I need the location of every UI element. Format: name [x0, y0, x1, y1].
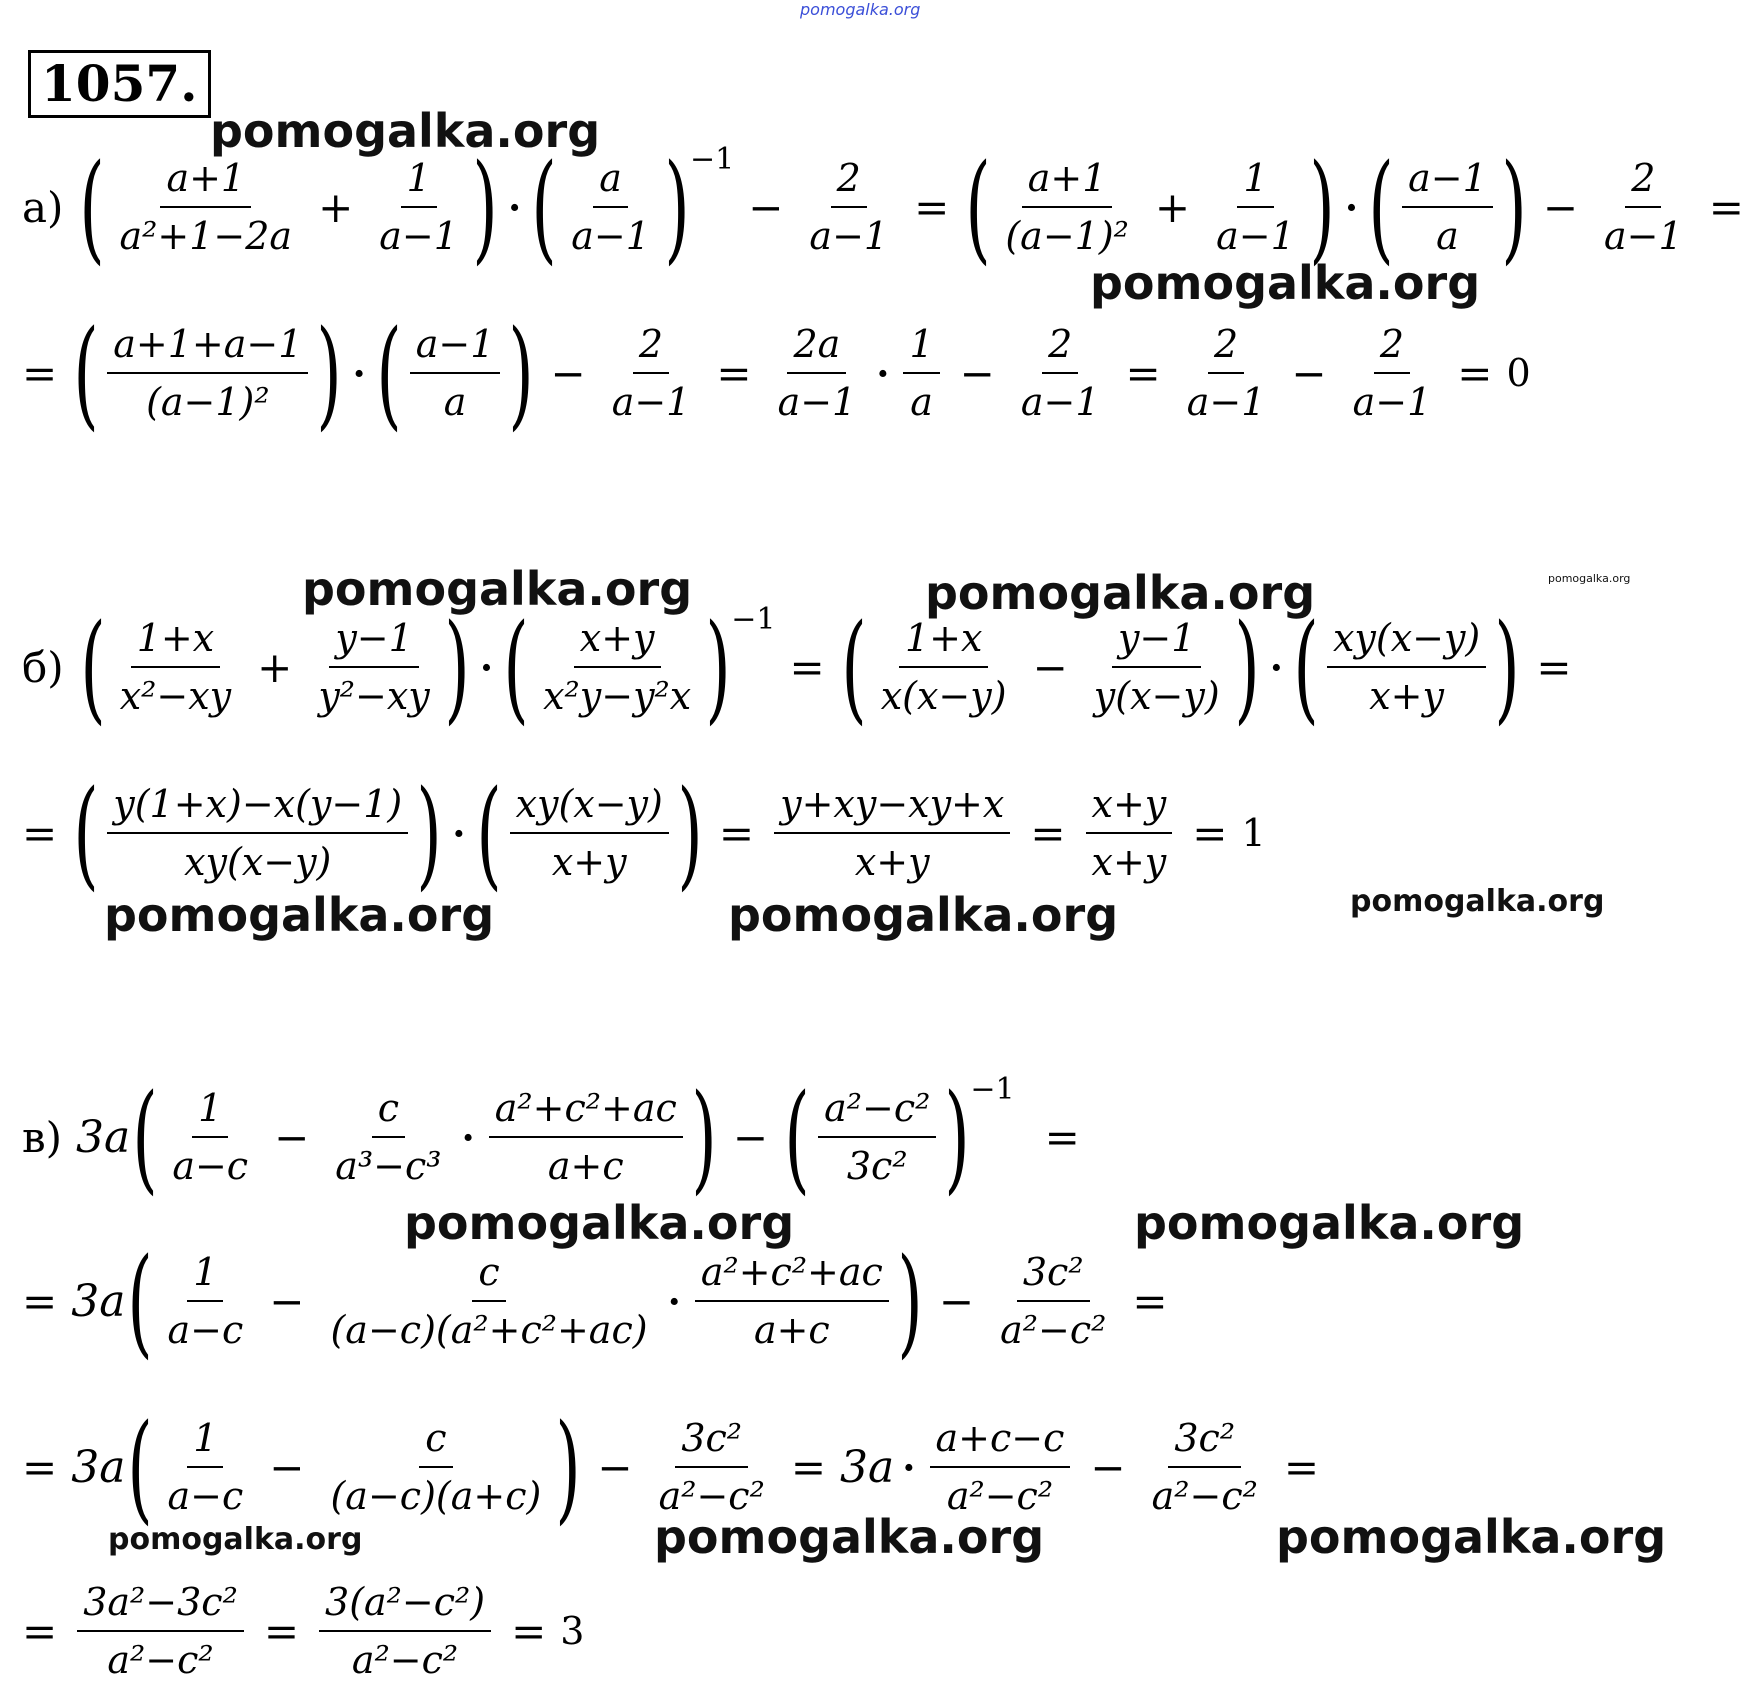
fraction: $\frac{c}{\text{a³−c³}}$	[335, 1086, 442, 1188]
fraction: $\frac{y-1}{\text{y²−xy}}$	[318, 616, 430, 718]
part-b-line-2: = ( $\frac{y(1+x)-x(y-1)}{xy(x-y)}$ ) · ( $\frac{xy(x-y)}{x+y}$ ) = $\frac{y+xy-xy+x}{x+y}$ = $\frac{x+y}{x+y}$ = 1	[22, 764, 1266, 902]
fraction: $\frac{\text{a²−c²}}{\text{3c²}}$	[818, 1086, 936, 1188]
part-c-line-1: в) 3a ( $\frac{1}{a-c}$ − $\frac{c}{\text{a³−c³}}$ · $\frac{\text{a²+c²+ac}}{a+c}$ ) − ( $\frac{\text{a²−c²}}{\text{3c²}}$ ) −1 =	[22, 1068, 1080, 1206]
fraction: $\frac{2}{a-1}$	[611, 322, 691, 424]
fraction: $\frac{1+x}{\text{x²−xy}}$	[119, 616, 232, 718]
fraction: $\frac{a+1+a-1}{\text{(a−1)²}}$	[107, 322, 308, 424]
fraction: $\frac{xy(x-y)}{x+y}$	[510, 782, 669, 884]
watermark: pomogalka.org	[1350, 884, 1605, 919]
watermark: pomogalka.org	[404, 1196, 795, 1250]
fraction: $\frac{1}{a}$	[903, 322, 939, 424]
watermark: pomogalka.org	[925, 566, 1316, 620]
problem-number: 1057.	[28, 50, 211, 118]
fraction: $\frac{1}{a-1}$	[1216, 156, 1295, 258]
part-c-line-4: = $\frac{\text{3a²−3c²}}{\text{a²−c²}}$ = $\frac{\text{3(a²−c²)}}{\text{a²−c²}}$ = 3	[22, 1580, 585, 1682]
fraction: $\frac{1}{a-1}$	[379, 156, 458, 258]
fraction: $\frac{c}{(a-c)(a+c)}$	[330, 1416, 542, 1518]
part-a-line-2: = ( $\frac{a+1+a-1}{\text{(a−1)²}}$ ) · ( $\frac{a-1}{a}$ ) − $\frac{2}{a-1}$ = $\frac{2a}{a-1}$ · $\frac{1}{a}$ − $\frac{2}{a-1}$ = $\frac{2}{a-1}$ − $\frac{2}{a-1}$ = 0	[22, 304, 1531, 442]
part-c-label: в)	[22, 1112, 63, 1162]
watermark: pomogalka.org	[104, 888, 495, 942]
fraction: $\frac{a-1}{a}$	[1402, 156, 1493, 258]
fraction: $\frac{2}{a-1}$	[1020, 322, 1100, 424]
watermark: pomogalka.org	[1276, 1510, 1667, 1564]
fraction: $\frac{a+1}{\text{(a−1)²}}$	[1005, 156, 1129, 258]
part-b-line-1: б) ( $\frac{1+x}{\text{x²−xy}}$ + $\frac{y-1}{\text{y²−xy}}$ ) · ( $\frac{x+y}{\text{x²y−y²x}}$ ) −1 = ( $\frac{1+x}{x(x-y)}$ − $\frac{y-1}{y(x-y)}$ ) · ( $\frac{xy(x-y)}{x+y}$ ) =	[22, 598, 1572, 736]
fraction: $\frac{\text{a²+c²+ac}}{a+c}$	[695, 1250, 889, 1352]
fraction: $\frac{c}{\text{(a−c)(a²+c²+ac)}}$	[330, 1250, 648, 1352]
fraction: $\frac{1}{a-c}$	[167, 1416, 244, 1518]
fraction: $\frac{2}{a-1}$	[1604, 156, 1683, 258]
fraction: $\frac{x+y}{x+y}$	[1086, 782, 1173, 884]
part-a-line-1: а) ( $\frac{a+1}{\text{a²+1−2a}}$ + $\frac{1}{a-1}$ ) · ( $\frac{a}{a-1}$ ) −1 − $\frac{2}{a-1}$ = ( $\frac{a+1}{\text{(a−1)²}}$ + $\frac{1}{a-1}$ ) · ( $\frac{a-1}{a}$ ) − $\frac{2}{a-1}$ =	[22, 138, 1744, 276]
fraction: $\frac{x+y}{\text{x²y−y²x}}$	[543, 616, 692, 718]
watermark: pomogalka.org	[108, 1522, 363, 1557]
fraction: $\frac{y-1}{y(x-y)}$	[1093, 616, 1220, 718]
fraction: $\frac{2}{a-1}$	[1186, 322, 1266, 424]
fraction: $\frac{\text{a²+c²+ac}}{a+c}$	[489, 1086, 683, 1188]
watermark: pomogalka.org	[654, 1510, 1045, 1564]
part-c-line-3: = 3a ( $\frac{1}{a-c}$ − $\frac{c}{(a-c)(a+c)}$ ) − $\frac{\text{3c²}}{\text{a²−c²}}$ = 3a · $\frac{a+c-c}{\text{a²−c²}}$ − $\frac{\text{3c²}}{\text{a²−c²}}$ =	[22, 1398, 1320, 1536]
part-b-label: б)	[22, 642, 64, 692]
watermark-top: pomogalka.org	[800, 0, 921, 19]
fraction: $\frac{\text{3a²−3c²}}{\text{a²−c²}}$	[77, 1580, 244, 1682]
part-a-label: а)	[22, 182, 64, 232]
fraction: $\frac{\text{3c²}}{\text{a²−c²}}$	[1151, 1416, 1258, 1518]
watermark: pomogalka.org	[302, 562, 693, 616]
fraction: $\frac{2}{a-1}$	[809, 156, 889, 258]
fraction: $\frac{xy(x-y)}{x+y}$	[1327, 616, 1486, 718]
result: 1	[1241, 811, 1266, 855]
result: 3	[560, 1609, 585, 1653]
watermark: pomogalka.org	[1134, 1196, 1525, 1250]
exponent: −1	[970, 1072, 1015, 1107]
fraction: $\frac{1}{a-c}$	[172, 1086, 249, 1188]
fraction: $\frac{\text{3c²}}{\text{a²−c²}}$	[1000, 1250, 1107, 1352]
fraction: $\frac{2a}{a-1}$	[777, 322, 857, 424]
result: 0	[1506, 351, 1531, 395]
watermark: pomogalka.org	[1090, 256, 1481, 310]
watermark: pomogalka.org	[1548, 572, 1631, 585]
fraction: $\frac{y+xy-xy+x}{x+y}$	[774, 782, 1010, 884]
fraction: $\frac{\text{3c²}}{\text{a²−c²}}$	[658, 1416, 765, 1518]
fraction: $\frac{2}{a-1}$	[1352, 322, 1432, 424]
fraction: $\frac{a+1}{\text{a²+1−2a}}$	[119, 156, 293, 258]
fraction: $\frac{a+c-c}{\text{a²−c²}}$	[930, 1416, 1071, 1518]
watermark: pomogalka.org	[210, 104, 601, 158]
fraction: $\frac{\text{3(a²−c²)}}{\text{a²−c²}}$	[319, 1580, 491, 1682]
watermark: pomogalka.org	[728, 888, 1119, 942]
fraction: $\frac{a-1}{a}$	[410, 322, 501, 424]
fraction: $\frac{1}{a-c}$	[167, 1250, 244, 1352]
fraction: $\frac{a}{a-1}$	[571, 156, 650, 258]
exponent: −1	[689, 142, 735, 177]
part-c-line-2: = 3a ( $\frac{1}{a-c}$ − $\frac{c}{\text{(a−c)(a²+c²+ac)}}$ · $\frac{\text{a²+c²+ac}}{a+c}$ ) − $\frac{\text{3c²}}{\text{a²−c²}}$ =	[22, 1232, 1168, 1370]
exponent: −1	[731, 602, 776, 637]
fraction: $\frac{1+x}{x(x-y)}$	[880, 616, 1007, 718]
fraction: $\frac{y(1+x)-x(y-1)}{xy(x-y)}$	[107, 782, 408, 884]
